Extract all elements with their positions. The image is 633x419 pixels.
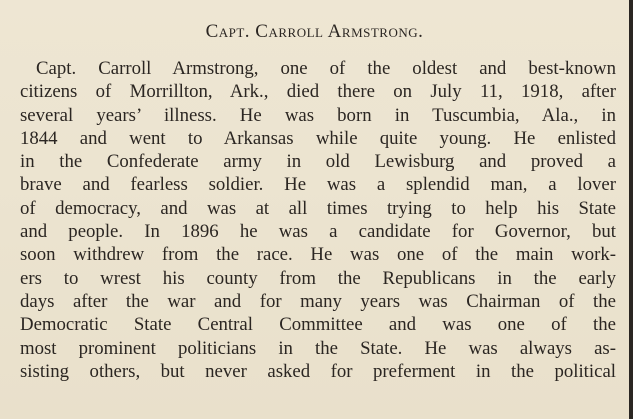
body-line-3: several years’ illness. He was born in Tuscumbia, Ala., in: [20, 104, 616, 126]
article-title: Capt. Carroll Armstrong.: [205, 21, 424, 42]
body-line-13: most prominent politicians in the State. He was always as-: [20, 337, 616, 359]
page-edge: [629, 0, 633, 419]
body-line-7: of democracy, and was at all times trying to help his State: [20, 197, 616, 219]
body-line-6: brave and fearless soldier. He was a splendid man, a lover: [20, 174, 616, 196]
body-line-10: ers to wrest his county from the Republicans in the early: [20, 267, 616, 289]
body-line-8: and people. In 1896 he was a candidate for Governor, but: [20, 221, 616, 243]
body-line-11: days after the war and for many years was Chairman of the: [20, 290, 616, 312]
body-line-9: soon withdrew from the race. He was one of the main work-: [20, 244, 616, 266]
body-line-2: citizens of Morrillton, Ark., died there on July 11, 1918, after: [20, 81, 616, 103]
body-line-5: in the Confederate army in old Lewisburg and proved a: [20, 151, 616, 173]
body-line-12: Democratic State Central Committee and was one of the: [20, 314, 616, 336]
body-line-4: 1844 and went to Arkansas while quite young. He enlisted: [20, 127, 616, 149]
body-line-14: sisting others, but never asked for preferment in the political: [20, 360, 616, 382]
body-line-1: Capt. Carroll Armstrong, one of the oldest and best-known: [36, 58, 616, 79]
article-body: [20, 57, 616, 383]
